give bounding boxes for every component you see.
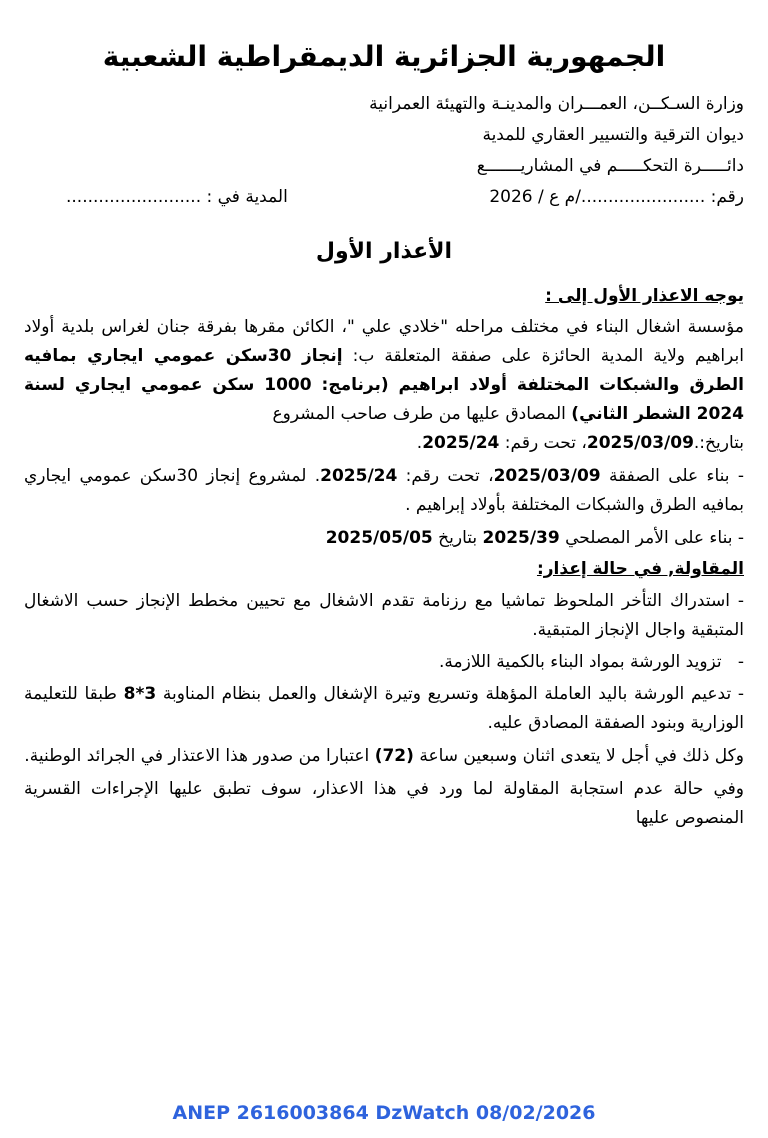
clause-contract bbox=[24, 462, 744, 520]
addressee-text: مؤسسة اشغال البناء في مختلف مراحله "خلادي علي "، الكائن مقرها بفرقة جنان لغراس بلدية أولاد ابراهيم ولاية المدية الحائزة على صفقة المتعلقة ب: bbox=[24, 317, 744, 366]
addressee-paragraph bbox=[24, 313, 744, 429]
contract-date-line bbox=[24, 429, 744, 458]
department-line: دائـــــرة التحكـــــم في المشاريـــــــع bbox=[476, 156, 744, 176]
deadline-lead: وكل ذلك في أجل لا يتعدى اثنان وسبعين ساعة bbox=[413, 746, 744, 766]
ministry-line: وزارة السـكــن، العمـــران والمدينـة والتهيئة العمرانية bbox=[369, 94, 744, 114]
service-order-number: 2025/39 bbox=[482, 528, 560, 548]
republic-title: الجمهورية الجزائرية الديمقراطية الشعبية bbox=[102, 40, 666, 73]
contract-object-text: إنجاز 30سكن عمومي ايجاري بمافيه الطرق والشبكات المختلفة أولاد ابراهيم (برنامج: 1000 سكن عمومي ايجاري لسنة 2024 الشطر الثاني) bbox=[24, 346, 744, 424]
consequence-paragraph: وفي حالة عدم استجابة المقاولة لما ورد في هذا الاعذار، سوف تطبق عليها الإجراءات القسرية المنصوص عليها bbox=[24, 779, 744, 828]
document-title: الأعذار الأول bbox=[315, 239, 453, 264]
approval-text: المصادق عليها من طرف صاحب المشروع bbox=[272, 404, 572, 424]
contract-number: 2025/24 bbox=[422, 433, 500, 453]
demand-item-3 bbox=[24, 680, 744, 738]
demand-item-2: - تزويد الورشة بمواد البناء بالكمية اللازمة. bbox=[439, 652, 744, 672]
period-mark: . bbox=[416, 433, 423, 453]
clause-contract-number-label: ، تحت رقم: bbox=[397, 466, 494, 486]
contract-date: 2025/03/09 bbox=[586, 433, 694, 453]
demand3-lead: - تدعيم الورشة باليد العاملة المؤهلة وتسريع وتيرة الإشغال والعمل بنظام المناوبة bbox=[156, 684, 744, 704]
clause-contract-date: 2025/03/09 bbox=[493, 466, 601, 486]
office-line: ديوان الترقية والتسيير العقاري للمدية bbox=[482, 125, 744, 145]
deadline-hours: (72) bbox=[374, 746, 414, 766]
reference-number: رقم: ......................./م ع / 2026 bbox=[489, 187, 744, 207]
demand3-tail: طبقا للتعليمة الوزارية وبنود الصفقة المصادق عليه. bbox=[24, 684, 744, 733]
service-order-date-label: بتاريخ bbox=[432, 528, 483, 548]
date-label: بتاريخ:. bbox=[693, 433, 744, 453]
clause-contract-number: 2025/24 bbox=[320, 466, 398, 486]
shift-system-value: 3*8 bbox=[123, 684, 157, 704]
service-order-date: 2025/05/05 bbox=[325, 528, 433, 548]
demand-item-1: - استدراك التأخر الملحوظ تماشيا مع رزنامة تقدم الاشغال مع تحيين مخطط الإنجاز حسب الاشغال المتبقية واجال الإنجاز المتبقية. bbox=[24, 591, 744, 640]
anep-footer: ANEP 2616003864 DzWatch 08/02/2026 bbox=[172, 1102, 596, 1124]
addressed-to-heading: يوجه الاعذار الأول إلى : bbox=[545, 286, 744, 306]
notice-heading: المقاولة, في حالة إعذار: bbox=[536, 559, 744, 579]
clause-service-order bbox=[24, 524, 744, 553]
clause-contract-lead: - بناء على الصفقة bbox=[600, 466, 744, 486]
reference-row bbox=[24, 182, 744, 213]
letterhead bbox=[24, 40, 744, 213]
clause-contract-project: . لمشروع إنجاز 30سكن عمومي ايجاري بمافيه الطرق والشبكات المختلفة بأولاد إبراهيم . bbox=[24, 466, 744, 515]
deadline-paragraph bbox=[24, 742, 744, 771]
number-label: ، تحت رقم: bbox=[499, 433, 587, 453]
service-order-lead: - بناء على الأمر المصلحي bbox=[559, 528, 744, 548]
deadline-tail: اعتبارا من صدور هذا الاعتذار في الجرائد الوطنية. bbox=[24, 746, 375, 766]
place-date-line: المدية في : ......................... bbox=[66, 187, 288, 207]
